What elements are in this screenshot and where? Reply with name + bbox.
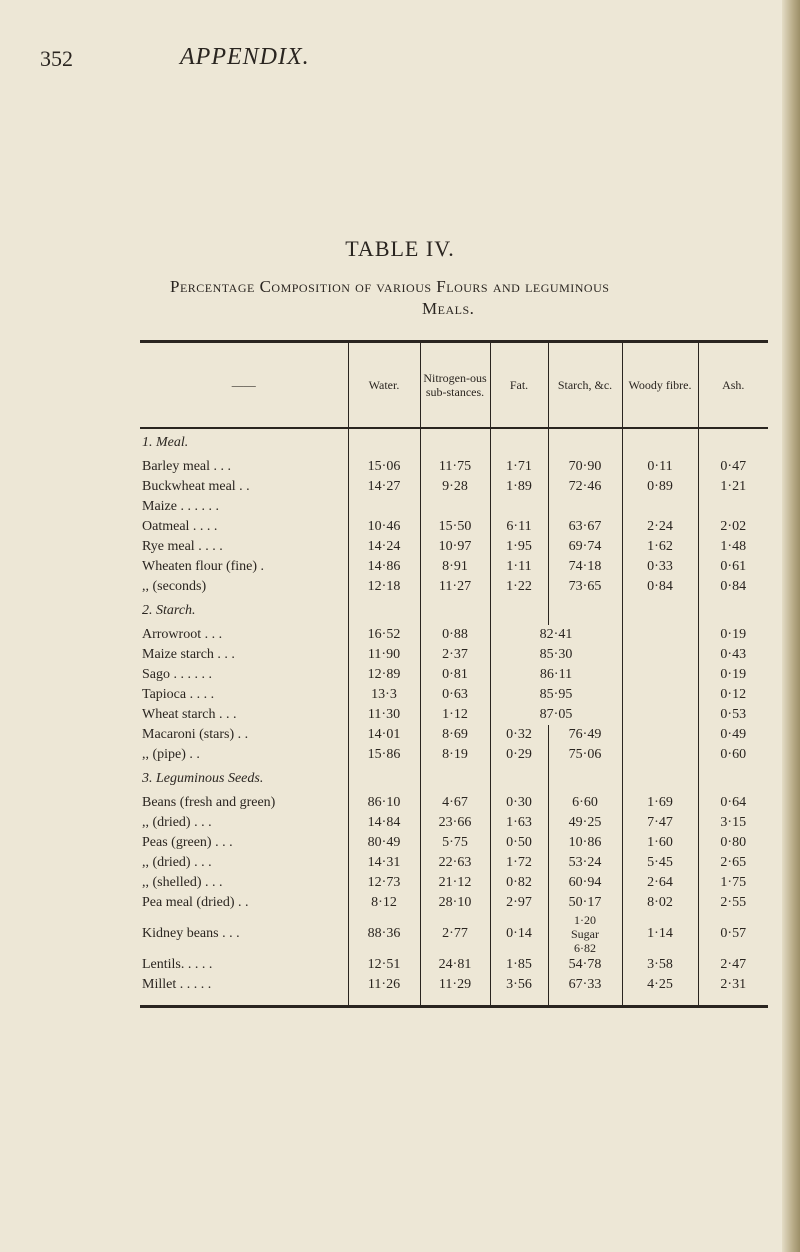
column-header-name: —— xyxy=(140,342,348,429)
cell-fat: 6·11 xyxy=(490,517,548,537)
cell-fat: 3·56 xyxy=(490,975,548,1007)
cell-water: 15·86 xyxy=(348,745,420,765)
page-header xyxy=(40,40,740,80)
page-edge-shadow xyxy=(782,0,800,1252)
cell-fibre: 5·45 xyxy=(622,853,698,873)
cell-nitrogen: 24·81 xyxy=(420,955,490,975)
cell-ash: 2·55 xyxy=(698,893,768,913)
cell-ash: 0·57 xyxy=(698,913,768,955)
cell-nitrogen: 1·12 xyxy=(420,705,490,725)
row-label: Maize starch . . . xyxy=(142,647,235,662)
cell-nitrogen: 8·19 xyxy=(420,745,490,765)
cell-starch-sugar xyxy=(548,913,622,955)
cell-water: 14·84 xyxy=(348,813,420,833)
row-label: Lentils. . . . . xyxy=(142,957,213,972)
cell-fat: 2·97 xyxy=(490,893,548,913)
table-row xyxy=(140,497,768,517)
cell-fibre xyxy=(622,645,698,665)
row-label: Tapioca . . . . xyxy=(142,687,215,702)
column-header-fibre: Woody fibre. xyxy=(622,342,698,429)
cell-water: 15·06 xyxy=(348,457,420,477)
cell-fibre: 0·89 xyxy=(622,477,698,497)
table-row xyxy=(140,793,768,813)
cell-starch: 69·74 xyxy=(548,537,622,557)
cell-fibre: 1·69 xyxy=(622,793,698,813)
cell-ash: 0·84 xyxy=(698,577,768,597)
cell-ash xyxy=(698,497,768,517)
row-label: Buckwheat meal . . xyxy=(142,479,250,494)
table-row xyxy=(140,705,768,725)
table-row xyxy=(140,517,768,537)
table-header-row xyxy=(140,342,768,429)
cell-fat: 0·14 xyxy=(490,913,548,955)
cell-starch xyxy=(548,497,622,517)
table-row xyxy=(140,577,768,597)
section-title: 1. Meal. xyxy=(142,435,189,450)
cell-water: 8·12 xyxy=(348,893,420,913)
cell-ash: 1·48 xyxy=(698,537,768,557)
cell-nitrogen: 11·75 xyxy=(420,457,490,477)
row-label: Wheat starch . . . xyxy=(142,707,237,722)
section-heading-row xyxy=(140,597,768,625)
cell-fibre: 0·84 xyxy=(622,577,698,597)
column-header-water: Water. xyxy=(348,342,420,429)
cell-ash: 0·47 xyxy=(698,457,768,477)
cell-starch: 60·94 xyxy=(548,873,622,893)
cell-nitrogen: 23·66 xyxy=(420,813,490,833)
cell-fat: 1·22 xyxy=(490,577,548,597)
cell-nitrogen: 0·63 xyxy=(420,685,490,705)
table-row xyxy=(140,645,768,665)
cell-ash: 0·60 xyxy=(698,745,768,765)
cell-fibre xyxy=(622,685,698,705)
row-label: Rye meal . . . . xyxy=(142,539,223,554)
starch-value: 1·20 xyxy=(574,913,596,927)
cell-water: 14·24 xyxy=(348,537,420,557)
cell-starch: 50·17 xyxy=(548,893,622,913)
cell-fibre xyxy=(622,745,698,765)
column-header-ash: Ash. xyxy=(698,342,768,429)
table-row xyxy=(140,537,768,557)
cell-starch: 10·86 xyxy=(548,833,622,853)
subtitle-line-2: Meals. xyxy=(422,299,475,318)
cell-fibre: 0·11 xyxy=(622,457,698,477)
section-heading-row xyxy=(140,765,768,793)
cell-starch: 74·18 xyxy=(548,557,622,577)
cell-water xyxy=(348,497,420,517)
row-label: Wheaten flour (fine) . xyxy=(142,559,265,574)
cell-fat-starch: 82·41 xyxy=(490,625,622,645)
table-row xyxy=(140,625,768,645)
cell-fibre: 2·64 xyxy=(622,873,698,893)
cell-fibre: 1·14 xyxy=(622,913,698,955)
subtitle-line-1: Percentage Composition of various Flours and leguminous xyxy=(170,277,610,296)
cell-ash: 3·15 xyxy=(698,813,768,833)
table-row xyxy=(140,745,768,765)
sugar-value: 6·82 xyxy=(574,941,596,955)
table-row xyxy=(140,685,768,705)
row-label: Arrowroot . . . xyxy=(142,627,223,642)
row-label: Millet . . . . . xyxy=(140,975,348,1007)
cell-starch: 75·06 xyxy=(548,745,622,765)
cell-starch: 73·65 xyxy=(548,577,622,597)
row-label: ,, (dried) . . . xyxy=(142,815,212,830)
cell-fibre: 2·24 xyxy=(622,517,698,537)
table-row xyxy=(140,665,768,685)
cell-fat: 1·72 xyxy=(490,853,548,873)
cell-ash: 0·43 xyxy=(698,645,768,665)
table-row xyxy=(140,833,768,853)
cell-ash: 2·31 xyxy=(698,975,768,1007)
cell-ash: 0·19 xyxy=(698,665,768,685)
cell-fat-starch: 85·30 xyxy=(490,645,622,665)
cell-starch: 54·78 xyxy=(548,955,622,975)
cell-nitrogen: 22·63 xyxy=(420,853,490,873)
table-subtitle xyxy=(170,276,750,320)
cell-water: 86·10 xyxy=(348,793,420,813)
table-row xyxy=(140,955,768,975)
row-label: Pea meal (dried) . . xyxy=(142,895,249,910)
table-row xyxy=(140,457,768,477)
cell-ash: 2·02 xyxy=(698,517,768,537)
cell-nitrogen xyxy=(420,497,490,517)
cell-fat: 0·32 xyxy=(490,725,548,745)
cell-ash: 0·49 xyxy=(698,725,768,745)
composition-table xyxy=(140,340,768,1008)
cell-fibre: 1·60 xyxy=(622,833,698,853)
cell-water: 80·49 xyxy=(348,833,420,853)
table-title: TABLE IV. xyxy=(345,236,455,261)
table-row xyxy=(140,873,768,893)
cell-nitrogen: 9·28 xyxy=(420,477,490,497)
cell-ash: 0·12 xyxy=(698,685,768,705)
cell-starch: 53·24 xyxy=(548,853,622,873)
cell-starch: 76·49 xyxy=(548,725,622,745)
row-label: Kidney beans . . . xyxy=(142,926,240,941)
cell-nitrogen: 10·97 xyxy=(420,537,490,557)
cell-fibre: 3·58 xyxy=(622,955,698,975)
cell-nitrogen: 15·50 xyxy=(420,517,490,537)
cell-water: 12·18 xyxy=(348,577,420,597)
row-label: ,, (shelled) . . . xyxy=(142,875,223,890)
cell-fat: 0·30 xyxy=(490,793,548,813)
cell-nitrogen: 11·27 xyxy=(420,577,490,597)
cell-fat: 1·11 xyxy=(490,557,548,577)
section-title: 2. Starch. xyxy=(142,603,196,618)
cell-fibre xyxy=(622,665,698,685)
cell-nitrogen: 11·29 xyxy=(420,975,490,1007)
cell-water: 11·26 xyxy=(348,975,420,1007)
cell-fibre xyxy=(622,497,698,517)
table-row xyxy=(140,975,768,1007)
cell-water: 14·86 xyxy=(348,557,420,577)
table-row xyxy=(140,557,768,577)
cell-fat: 1·89 xyxy=(490,477,548,497)
column-header-starch: Starch, &c. xyxy=(548,342,622,429)
row-label: Macaroni (stars) . . xyxy=(142,727,249,742)
cell-fat-starch: 85·95 xyxy=(490,685,622,705)
cell-ash: 0·80 xyxy=(698,833,768,853)
cell-fat-starch: 87·05 xyxy=(490,705,622,725)
cell-fibre xyxy=(622,705,698,725)
cell-nitrogen: 0·81 xyxy=(420,665,490,685)
cell-fibre: 0·33 xyxy=(622,557,698,577)
cell-water: 12·89 xyxy=(348,665,420,685)
cell-nitrogen: 8·69 xyxy=(420,725,490,745)
cell-fat: 1·71 xyxy=(490,457,548,477)
row-label: ,, (pipe) . . xyxy=(142,747,200,762)
row-label: Sago . . . . . . xyxy=(142,667,212,682)
page-number: 352 xyxy=(40,46,73,71)
row-label: Peas (green) . . . xyxy=(142,835,233,850)
row-label: Beans (fresh and green) xyxy=(142,795,276,810)
table-row xyxy=(140,813,768,833)
cell-ash: 0·19 xyxy=(698,625,768,645)
cell-water: 12·51 xyxy=(348,955,420,975)
cell-starch: 67·33 xyxy=(548,975,622,1007)
sugar-label: Sugar xyxy=(571,927,599,941)
cell-ash: 0·61 xyxy=(698,557,768,577)
cell-fat: 0·29 xyxy=(490,745,548,765)
cell-water: 14·31 xyxy=(348,853,420,873)
cell-ash: 0·53 xyxy=(698,705,768,725)
cell-water: 14·01 xyxy=(348,725,420,745)
cell-ash: 2·47 xyxy=(698,955,768,975)
cell-nitrogen: 2·77 xyxy=(420,913,490,955)
cell-fat-starch: 86·11 xyxy=(490,665,622,685)
cell-ash: 1·21 xyxy=(698,477,768,497)
section-heading-row xyxy=(140,428,768,457)
cell-nitrogen: 0·88 xyxy=(420,625,490,645)
cell-nitrogen: 21·12 xyxy=(420,873,490,893)
row-label: Oatmeal . . . . xyxy=(142,519,218,534)
cell-ash: 0·64 xyxy=(698,793,768,813)
cell-starch: 70·90 xyxy=(548,457,622,477)
cell-ash: 2·65 xyxy=(698,853,768,873)
cell-fibre: 8·02 xyxy=(622,893,698,913)
column-header-nitrogen: Nitrogen-ous sub-stances. xyxy=(420,342,490,429)
cell-water: 12·73 xyxy=(348,873,420,893)
cell-fat: 1·85 xyxy=(490,955,548,975)
cell-water: 16·52 xyxy=(348,625,420,645)
row-label: Barley meal . . . xyxy=(142,459,232,474)
cell-fibre xyxy=(622,625,698,645)
table-row xyxy=(140,913,768,955)
cell-water: 13·3 xyxy=(348,685,420,705)
running-head: APPENDIX. xyxy=(180,44,310,70)
table-row xyxy=(140,853,768,873)
cell-fat: 1·95 xyxy=(490,537,548,557)
section-title: 3. Leguminous Seeds. xyxy=(142,771,264,786)
column-header-fat: Fat. xyxy=(490,342,548,429)
cell-fibre: 7·47 xyxy=(622,813,698,833)
row-label: Maize . . . . . . xyxy=(142,499,219,514)
row-label: ,, (seconds) xyxy=(142,579,207,594)
cell-nitrogen: 5·75 xyxy=(420,833,490,853)
cell-water: 88·36 xyxy=(348,913,420,955)
cell-nitrogen: 28·10 xyxy=(420,893,490,913)
cell-starch: 72·46 xyxy=(548,477,622,497)
cell-starch: 6·60 xyxy=(548,793,622,813)
cell-nitrogen: 4·67 xyxy=(420,793,490,813)
cell-fibre: 1·62 xyxy=(622,537,698,557)
cell-nitrogen: 2·37 xyxy=(420,645,490,665)
table-row xyxy=(140,893,768,913)
cell-fat xyxy=(490,497,548,517)
cell-fibre xyxy=(622,725,698,745)
cell-fibre: 4·25 xyxy=(622,975,698,1007)
cell-nitrogen: 8·91 xyxy=(420,557,490,577)
cell-water: 11·90 xyxy=(348,645,420,665)
table-row xyxy=(140,725,768,745)
cell-ash: 1·75 xyxy=(698,873,768,893)
cell-water: 10·46 xyxy=(348,517,420,537)
cell-water: 11·30 xyxy=(348,705,420,725)
cell-fat: 1·63 xyxy=(490,813,548,833)
table-row xyxy=(140,477,768,497)
cell-fat: 0·50 xyxy=(490,833,548,853)
cell-starch: 63·67 xyxy=(548,517,622,537)
row-label: ,, (dried) . . . xyxy=(142,855,212,870)
cell-fat: 0·82 xyxy=(490,873,548,893)
cell-starch: 49·25 xyxy=(548,813,622,833)
cell-water: 14·27 xyxy=(348,477,420,497)
